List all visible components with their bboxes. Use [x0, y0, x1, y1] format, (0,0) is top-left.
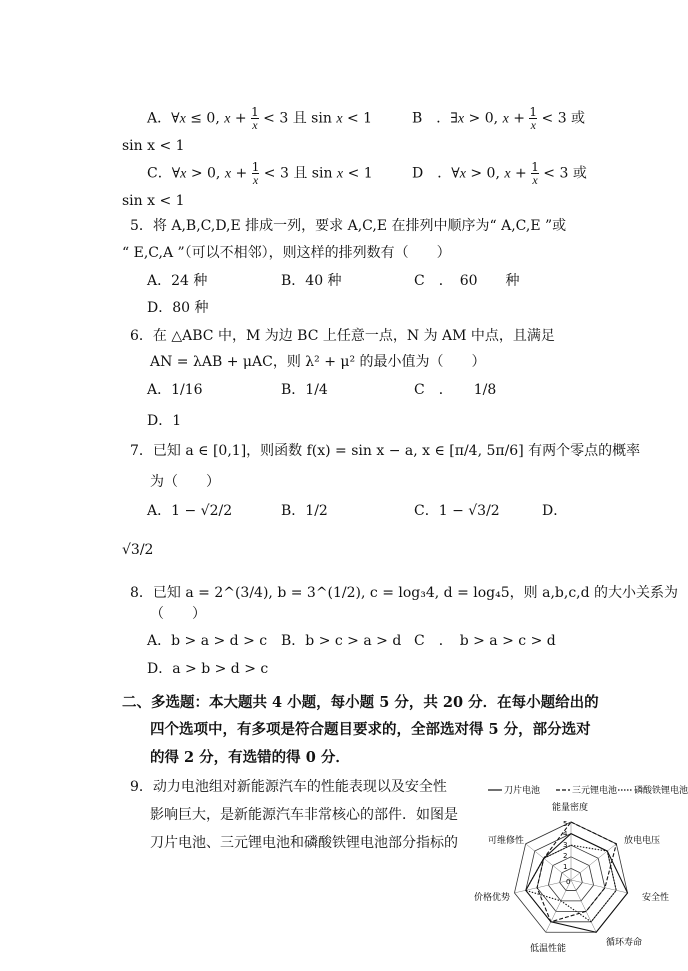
axis-label-maintainability: 可维修性 — [488, 836, 525, 846]
q8-option-c: C ． b > a > c > d — [414, 633, 556, 649]
q8-option-d: D．a > b > d > c — [147, 661, 269, 677]
q5-stem-line1: 5．将 A,B,C,D,E 排成一列，要求 A,C,E 在排列中顺序为“ A,C,E ”或 — [130, 218, 567, 234]
q4-option-b-cont: sin x < 1 — [122, 138, 185, 154]
axis-label-safety: 安全性 — [642, 893, 670, 903]
q4-option-d-cont: sin x < 1 — [122, 193, 185, 209]
grid-spoke-4 — [546, 880, 571, 932]
legend — [488, 784, 688, 796]
q6-stem-line2: AN = λAB + μAC，则 λ² + μ² 的最小值为（ ） — [150, 354, 486, 370]
radar-series — [526, 822, 628, 932]
section2-line3: 的得 2 分，有选错的得 0 分． — [150, 749, 350, 766]
q5-option-c: C ． 60 种 — [414, 273, 520, 289]
axis-label-energy-density: 能量密度 — [552, 803, 589, 813]
legend-label-ternary: 三元锂电池 — [572, 786, 618, 796]
q9-line3: 刀片电池、三元锂电池和磷酸铁锂电池部分指标的 — [150, 835, 458, 851]
q4-option-d: D ．∀x > 0, x + $\frac{1}{x} < 3$ 或 — [412, 160, 587, 187]
tick-0: 0 — [566, 878, 571, 886]
q4-option-b: B ．∃x > 0, x + $\frac{1}{x} < 3$ 或 — [412, 105, 586, 132]
tick-3: 3 — [563, 841, 568, 849]
q8-option-b: B．b > c > a > d — [281, 633, 402, 649]
section2-line2: 四个选项中，有多项是符合题目要求的，全部选对得 5 分，部分选对 — [150, 721, 591, 738]
q7-option-d: D． — [542, 503, 568, 519]
tick-5: 5 — [563, 820, 568, 828]
axis-label-cycle-life: 循环寿命 — [606, 938, 643, 948]
q5-option-b: B．40 种 — [281, 273, 342, 289]
tick-1: 1 — [563, 863, 568, 871]
tick-2: 2 — [563, 852, 568, 860]
q4-option-a: A．∀x ≤ 0, x + $\frac{1}{x} < 3$ 且 sin x < 1 — [147, 105, 373, 132]
q4-option-c: C．∀x > 0, x + $\frac{1}{x} < 3$ 且 sin x < 1 — [147, 160, 373, 187]
q5-stem-line2: “ E,C,A ”（可以不相邻），则这样的排列数有（ ） — [122, 245, 451, 261]
q7-option-b: B．1/2 — [281, 503, 328, 519]
q6-option-b: B．1/4 — [281, 382, 328, 398]
q9-line1: 9．动力电池组对新能源汽车的性能表现以及安全性 — [130, 779, 447, 795]
q7-option-a: A．1 − √2/2 — [147, 503, 233, 519]
tick-4: 4 — [563, 830, 568, 838]
legend-label-blade: 刀片电池 — [504, 786, 541, 796]
q8-option-a: A．b > a > d > c — [147, 633, 268, 649]
q6-option-a: A．1/16 — [147, 382, 203, 398]
q6-option-d: D．1 — [147, 413, 182, 429]
q7-stem-line1: 7．已知 a ∈ [0,1]，则函数 f(x) = sin x − a, x ∈ [π/4, 5π/6] 有两个零点的概率 — [130, 443, 641, 459]
q7-stem-line2: 为（ ） — [150, 474, 220, 490]
q9-line2: 影响巨大，是新能源汽车非常核心的部件．如图是 — [150, 807, 458, 823]
section2-line1: 二、多选题：本大题共 4 小题，每小题 5 分，共 20 分．在每小题给出的 — [122, 694, 599, 711]
legend-label-lfp: 磷酸铁锂电池 — [634, 786, 688, 796]
q5-option-d: D．80 种 — [147, 300, 209, 316]
q6-option-c: C ． 1/8 — [414, 382, 497, 398]
q8-stem-line2: （ ） — [150, 606, 206, 622]
axis-label-low-temp: 低温性能 — [530, 944, 567, 954]
q7-option-c: C．1 − √3/2 — [414, 503, 500, 519]
q7-option-d-cont: √3/2 — [122, 542, 154, 558]
q5-option-a: A．24 种 — [147, 273, 208, 289]
q8-stem-line1: 8．已知 a = 2^(3/4), b = 3^(1/2), c = log₃4, d = log₄5，则 a,b,c,d 的大小关系为 — [130, 585, 679, 601]
series-ternary — [537, 822, 616, 922]
radar-figure — [474, 780, 688, 971]
axis-label-discharge-voltage: 放电电压 — [624, 836, 661, 846]
axis-label-price: 价格优势 — [474, 893, 511, 903]
q6-stem-line1: 6．在 △ABC 中，M 为边 BC 上任意一点，N 为 AM 中点，且满足 — [130, 328, 555, 344]
grid-spoke-3 — [571, 880, 596, 932]
